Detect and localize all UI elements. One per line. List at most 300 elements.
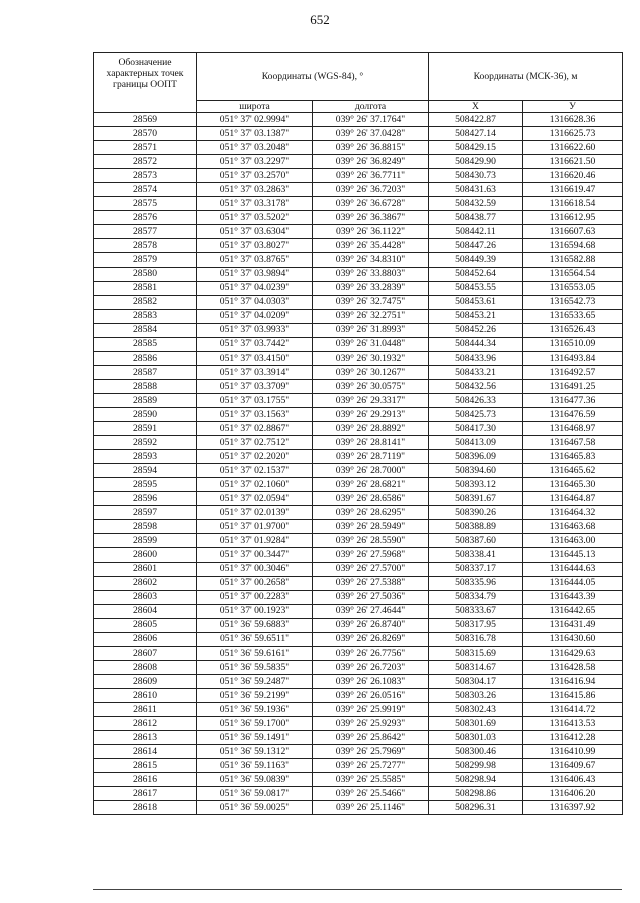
cell-longitude: 039° 26' 25.7277" [313,759,429,773]
cell-point-id: 28616 [94,773,197,787]
cell-y: 1316409.67 [523,759,623,773]
cell-x: 508422.87 [429,113,523,127]
table-row [94,127,623,141]
cell-point-id: 28593 [94,450,197,464]
cell-point-id: 28588 [94,379,197,393]
table-row [94,365,623,379]
table-row [94,731,623,745]
cell-y: 1316492.57 [523,365,623,379]
cell-point-id: 28604 [94,604,197,618]
table-row [94,745,623,759]
cell-longitude: 039° 26' 32.2751" [313,309,429,323]
cell-y: 1316415.86 [523,688,623,702]
cell-latitude: 051° 36' 59.5835" [197,660,313,674]
cell-longitude: 039° 26' 36.3867" [313,211,429,225]
table-row [94,506,623,520]
cell-y: 1316625.73 [523,127,623,141]
cell-latitude: 051° 37' 01.9284" [197,534,313,548]
cell-latitude: 051° 37' 02.0139" [197,506,313,520]
table-row [94,632,623,646]
cell-x: 508452.26 [429,323,523,337]
cell-longitude: 039° 26' 28.8892" [313,422,429,436]
cell-x: 508394.60 [429,464,523,478]
cell-point-id: 28576 [94,211,197,225]
cell-y: 1316428.58 [523,660,623,674]
cell-longitude: 039° 26' 37.0428" [313,127,429,141]
cell-x: 508432.59 [429,197,523,211]
cell-y: 1316620.46 [523,169,623,183]
cell-y: 1316431.49 [523,618,623,632]
cell-longitude: 039° 26' 29.2913" [313,407,429,421]
cell-longitude: 039° 26' 27.5968" [313,548,429,562]
subheader-y: У [523,101,623,113]
cell-y: 1316406.43 [523,773,623,787]
cell-longitude: 039° 26' 36.8815" [313,141,429,155]
cell-x: 508426.33 [429,393,523,407]
cell-longitude: 039° 26' 27.5388" [313,576,429,590]
table-row [94,351,623,365]
table-row [94,281,623,295]
cell-y: 1316612.95 [523,211,623,225]
cell-x: 508396.09 [429,450,523,464]
cell-point-id: 28611 [94,702,197,716]
table-row [94,576,623,590]
cell-x: 508334.79 [429,590,523,604]
cell-point-id: 28585 [94,337,197,351]
table-row [94,295,623,309]
cell-longitude: 039° 26' 25.7969" [313,745,429,759]
cell-x: 508452.64 [429,267,523,281]
cell-longitude: 039° 26' 27.4644" [313,604,429,618]
cell-y: 1316444.63 [523,562,623,576]
cell-x: 508296.31 [429,801,523,815]
cell-y: 1316465.83 [523,450,623,464]
cell-y: 1316594.68 [523,239,623,253]
footer-divider [93,889,622,890]
table-row [94,422,623,436]
table-row [94,717,623,731]
cell-longitude: 039° 26' 36.1122" [313,225,429,239]
cell-x: 508315.69 [429,646,523,660]
table-row [94,646,623,660]
cell-x: 508449.39 [429,253,523,267]
cell-point-id: 28584 [94,323,197,337]
cell-longitude: 039° 26' 28.6821" [313,478,429,492]
cell-point-id: 28601 [94,562,197,576]
table-row [94,225,623,239]
cell-latitude: 051° 37' 00.3046" [197,562,313,576]
cell-y: 1316607.63 [523,225,623,239]
table-row [94,590,623,604]
cell-latitude: 051° 37' 03.7442" [197,337,313,351]
table-row [94,323,623,337]
cell-point-id: 28614 [94,745,197,759]
table-row [94,141,623,155]
cell-latitude: 051° 36' 59.6511" [197,632,313,646]
cell-latitude: 051° 36' 59.1312" [197,745,313,759]
cell-point-id: 28570 [94,127,197,141]
cell-latitude: 051° 36' 59.2199" [197,688,313,702]
table-row [94,478,623,492]
cell-longitude: 039° 26' 33.8803" [313,267,429,281]
cell-longitude: 039° 26' 32.7475" [313,295,429,309]
cell-longitude: 039° 26' 30.1267" [313,365,429,379]
cell-point-id: 28603 [94,590,197,604]
cell-latitude: 051° 37' 03.1755" [197,393,313,407]
cell-latitude: 051° 37' 00.2658" [197,576,313,590]
cell-x: 508444.34 [429,337,523,351]
cell-x: 508298.94 [429,773,523,787]
cell-point-id: 28587 [94,365,197,379]
cell-y: 1316510.09 [523,337,623,351]
cell-y: 1316619.47 [523,183,623,197]
cell-y: 1316406.20 [523,787,623,801]
cell-x: 508337.17 [429,562,523,576]
cell-y: 1316465.30 [523,478,623,492]
cell-point-id: 28598 [94,520,197,534]
cell-y: 1316533.65 [523,309,623,323]
cell-point-id: 28571 [94,141,197,155]
cell-x: 508387.60 [429,534,523,548]
cell-x: 508338.41 [429,548,523,562]
cell-latitude: 051° 36' 59.1936" [197,702,313,716]
cell-x: 508304.17 [429,674,523,688]
cell-point-id: 28596 [94,492,197,506]
cell-x: 508432.56 [429,379,523,393]
cell-point-id: 28573 [94,169,197,183]
table-row [94,787,623,801]
table-row [94,239,623,253]
table-row [94,702,623,716]
cell-latitude: 051° 36' 59.1491" [197,731,313,745]
cell-point-id: 28569 [94,113,197,127]
cell-point-id: 28575 [94,197,197,211]
cell-longitude: 039° 26' 28.6586" [313,492,429,506]
cell-x: 508298.86 [429,787,523,801]
cell-y: 1316445.13 [523,548,623,562]
cell-latitude: 051° 37' 03.3709" [197,379,313,393]
cell-latitude: 051° 36' 59.6883" [197,618,313,632]
cell-latitude: 051° 37' 03.8027" [197,239,313,253]
cell-x: 508390.26 [429,506,523,520]
cell-x: 508429.15 [429,141,523,155]
cell-longitude: 039° 26' 31.0448" [313,337,429,351]
cell-point-id: 28609 [94,674,197,688]
cell-longitude: 039° 26' 28.5590" [313,534,429,548]
cell-y: 1316526.43 [523,323,623,337]
table-row [94,183,623,197]
cell-longitude: 039° 26' 25.1146" [313,801,429,815]
coordinates-table [93,52,623,815]
table-row [94,267,623,281]
cell-point-id: 28581 [94,281,197,295]
cell-x: 508433.96 [429,351,523,365]
cell-longitude: 039° 26' 28.7119" [313,450,429,464]
cell-y: 1316542.73 [523,295,623,309]
cell-point-id: 28583 [94,309,197,323]
cell-x: 508447.26 [429,239,523,253]
cell-y: 1316622.60 [523,141,623,155]
header-msk36: Координаты (МСК-36), м [429,53,623,101]
cell-x: 508388.89 [429,520,523,534]
cell-latitude: 051° 37' 03.9894" [197,267,313,281]
cell-x: 508301.69 [429,717,523,731]
table-row [94,113,623,127]
table-row [94,211,623,225]
cell-y: 1316621.50 [523,155,623,169]
table-row [94,393,623,407]
cell-y: 1316430.60 [523,632,623,646]
cell-longitude: 039° 26' 28.6295" [313,506,429,520]
cell-latitude: 051° 37' 03.4150" [197,351,313,365]
cell-latitude: 051° 37' 02.8867" [197,422,313,436]
cell-point-id: 28618 [94,801,197,815]
table-row [94,197,623,211]
cell-latitude: 051° 37' 02.1060" [197,478,313,492]
cell-point-id: 28607 [94,646,197,660]
cell-y: 1316463.00 [523,534,623,548]
cell-y: 1316476.59 [523,407,623,421]
page-number: 652 [310,12,330,27]
table-row [94,436,623,450]
cell-point-id: 28590 [94,407,197,421]
cell-latitude: 051° 37' 04.0239" [197,281,313,295]
table-row [94,155,623,169]
subheader-latitude: широта [197,101,313,113]
cell-longitude: 039° 26' 30.0575" [313,379,429,393]
cell-point-id: 28589 [94,393,197,407]
cell-point-id: 28572 [94,155,197,169]
cell-y: 1316410.99 [523,745,623,759]
cell-point-id: 28612 [94,717,197,731]
header-wgs84: Координаты (WGS-84), ° [197,53,429,101]
cell-point-id: 28606 [94,632,197,646]
cell-x: 508299.98 [429,759,523,773]
cell-longitude: 039° 26' 36.7203" [313,183,429,197]
cell-latitude: 051° 37' 01.9700" [197,520,313,534]
cell-longitude: 039° 26' 28.8141" [313,436,429,450]
cell-y: 1316618.54 [523,197,623,211]
cell-point-id: 28580 [94,267,197,281]
cell-longitude: 039° 26' 31.8993" [313,323,429,337]
cell-latitude: 051° 37' 02.1537" [197,464,313,478]
cell-longitude: 039° 26' 28.5949" [313,520,429,534]
cell-latitude: 051° 37' 02.2020" [197,450,313,464]
cell-latitude: 051° 37' 03.6304" [197,225,313,239]
cell-latitude: 051° 36' 59.1163" [197,759,313,773]
table-row [94,562,623,576]
header-point-designation: Обозначение характерных точек границы ООПТ [94,53,197,113]
cell-longitude: 039° 26' 30.1932" [313,351,429,365]
cell-latitude: 051° 37' 03.2570" [197,169,313,183]
table-row [94,773,623,787]
cell-latitude: 051° 37' 03.2297" [197,155,313,169]
cell-point-id: 28574 [94,183,197,197]
cell-latitude: 051° 37' 03.3914" [197,365,313,379]
table-row [94,604,623,618]
cell-latitude: 051° 37' 00.1923" [197,604,313,618]
cell-longitude: 039° 26' 33.2839" [313,281,429,295]
cell-point-id: 28613 [94,731,197,745]
table-row [94,660,623,674]
cell-latitude: 051° 36' 59.0839" [197,773,313,787]
cell-latitude: 051° 37' 03.2863" [197,183,313,197]
cell-point-id: 28600 [94,548,197,562]
cell-latitude: 051° 37' 00.2283" [197,590,313,604]
cell-longitude: 039° 26' 34.8310" [313,253,429,267]
cell-y: 1316397.92 [523,801,623,815]
table-row [94,450,623,464]
cell-x: 508433.21 [429,365,523,379]
cell-latitude: 051° 37' 02.9994" [197,113,313,127]
cell-longitude: 039° 26' 25.9293" [313,717,429,731]
cell-y: 1316477.36 [523,393,623,407]
cell-x: 508430.73 [429,169,523,183]
cell-point-id: 28599 [94,534,197,548]
cell-x: 508302.43 [429,702,523,716]
cell-x: 508427.14 [429,127,523,141]
cell-x: 508429.90 [429,155,523,169]
cell-y: 1316553.05 [523,281,623,295]
subheader-x: X [429,101,523,113]
table-body [94,113,623,815]
cell-point-id: 28610 [94,688,197,702]
cell-longitude: 039° 26' 26.0516" [313,688,429,702]
cell-x: 508425.73 [429,407,523,421]
table-row [94,534,623,548]
cell-latitude: 051° 37' 04.0209" [197,309,313,323]
cell-latitude: 051° 37' 03.9933" [197,323,313,337]
cell-point-id: 28615 [94,759,197,773]
cell-x: 508413.09 [429,436,523,450]
cell-x: 508453.21 [429,309,523,323]
cell-latitude: 051° 37' 02.7512" [197,436,313,450]
cell-x: 508393.12 [429,478,523,492]
cell-x: 508300.46 [429,745,523,759]
cell-point-id: 28608 [94,660,197,674]
cell-latitude: 051° 37' 03.1387" [197,127,313,141]
cell-x: 508335.96 [429,576,523,590]
table-row [94,548,623,562]
cell-point-id: 28591 [94,422,197,436]
cell-y: 1316582.88 [523,253,623,267]
cell-latitude: 051° 36' 59.1700" [197,717,313,731]
cell-point-id: 28592 [94,436,197,450]
cell-y: 1316491.25 [523,379,623,393]
cell-y: 1316443.39 [523,590,623,604]
table-row [94,688,623,702]
cell-latitude: 051° 37' 03.5202" [197,211,313,225]
cell-longitude: 039° 26' 25.9919" [313,702,429,716]
cell-x: 508391.67 [429,492,523,506]
table-row [94,464,623,478]
cell-latitude: 051° 37' 04.0303" [197,295,313,309]
table-row [94,618,623,632]
cell-x: 508301.03 [429,731,523,745]
cell-point-id: 28602 [94,576,197,590]
cell-longitude: 039° 26' 27.5036" [313,590,429,604]
cell-latitude: 051° 36' 59.0817" [197,787,313,801]
cell-point-id: 28617 [94,787,197,801]
cell-latitude: 051° 37' 03.2048" [197,141,313,155]
cell-y: 1316444.05 [523,576,623,590]
cell-y: 1316463.68 [523,520,623,534]
cell-longitude: 039° 26' 29.3317" [313,393,429,407]
cell-longitude: 039° 26' 26.7203" [313,660,429,674]
table-row [94,674,623,688]
cell-longitude: 039° 26' 26.1083" [313,674,429,688]
cell-x: 508431.63 [429,183,523,197]
cell-y: 1316564.54 [523,267,623,281]
cell-point-id: 28577 [94,225,197,239]
cell-point-id: 28582 [94,295,197,309]
cell-x: 508442.11 [429,225,523,239]
cell-y: 1316429.63 [523,646,623,660]
cell-y: 1316464.87 [523,492,623,506]
subheader-longitude: долгота [313,101,429,113]
cell-y: 1316468.97 [523,422,623,436]
cell-longitude: 039° 26' 35.4428" [313,239,429,253]
table-row [94,492,623,506]
cell-longitude: 039° 26' 28.7000" [313,464,429,478]
cell-point-id: 28579 [94,253,197,267]
cell-y: 1316416.94 [523,674,623,688]
cell-y: 1316464.32 [523,506,623,520]
cell-y: 1316493.84 [523,351,623,365]
cell-y: 1316465.62 [523,464,623,478]
cell-longitude: 039° 26' 36.8249" [313,155,429,169]
cell-x: 508314.67 [429,660,523,674]
cell-longitude: 039° 26' 37.1764" [313,113,429,127]
table-row [94,169,623,183]
cell-x: 508417.30 [429,422,523,436]
cell-x: 508303.26 [429,688,523,702]
cell-latitude: 051° 37' 03.3178" [197,197,313,211]
cell-latitude: 051° 36' 59.2487" [197,674,313,688]
cell-latitude: 051° 37' 02.0594" [197,492,313,506]
cell-longitude: 039° 26' 27.5700" [313,562,429,576]
table-row [94,407,623,421]
table-header-row [94,53,623,101]
cell-y: 1316442.65 [523,604,623,618]
cell-latitude: 051° 37' 00.3447" [197,548,313,562]
cell-longitude: 039° 26' 26.8740" [313,618,429,632]
cell-longitude: 039° 26' 36.7711" [313,169,429,183]
cell-longitude: 039° 26' 25.5585" [313,773,429,787]
cell-y: 1316414.72 [523,702,623,716]
table-row [94,337,623,351]
cell-x: 508453.61 [429,295,523,309]
cell-y: 1316467.58 [523,436,623,450]
cell-latitude: 051° 36' 59.6161" [197,646,313,660]
cell-point-id: 28586 [94,351,197,365]
cell-latitude: 051° 37' 03.8765" [197,253,313,267]
cell-latitude: 051° 37' 03.1563" [197,407,313,421]
table-row [94,801,623,815]
cell-x: 508453.55 [429,281,523,295]
cell-y: 1316413.53 [523,717,623,731]
cell-x: 508317.95 [429,618,523,632]
cell-latitude: 051° 36' 59.0025" [197,801,313,815]
cell-point-id: 28605 [94,618,197,632]
cell-longitude: 039° 26' 36.6728" [313,197,429,211]
cell-longitude: 039° 26' 25.8642" [313,731,429,745]
table-row [94,759,623,773]
cell-y: 1316628.36 [523,113,623,127]
cell-longitude: 039° 26' 26.8269" [313,632,429,646]
cell-point-id: 28595 [94,478,197,492]
table-row [94,379,623,393]
